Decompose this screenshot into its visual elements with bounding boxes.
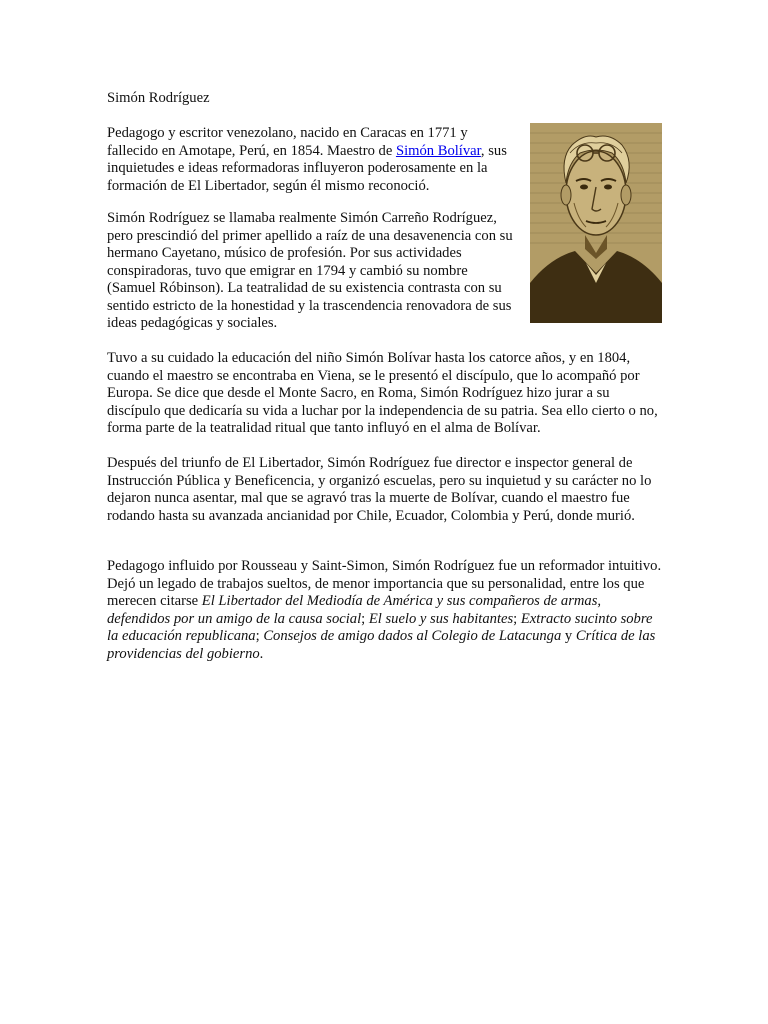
paragraph-legacy <box>107 558 662 663</box>
work-title-consejos: Consejos de amigo dados al Colegio de Latacunga <box>263 628 562 644</box>
work-title-suelo: El suelo y sus habitantes <box>368 610 514 627</box>
separator: ; <box>361 610 369 627</box>
paragraph-education-bolivar: Tuvo a su cuidado la educación del niño Simón Bolívar hasta los catorce años, y en 1804, cuando el maestro se encontraba en Viena, se le presentó el discípulo, que lo acompañó por Europa. Se dice que desde el Monte Sacro, en Roma, Simón Rodríguez hizo jurar a su discípulo que dedicaría su vida a luchar por la independencia de su patria. Sea ello cierto o no, forma parte de la teatralidad ritual que tanto influyó en el alma de Bolívar. <box>107 350 658 436</box>
legacy-intro-text: Pedagogo influido por Rousseau y Saint-Simon, Simón Rodríguez fue un reformador intuitivo. Dejó un legado de trabajos sueltos, de menor importancia que su personalidad, entre los que merecen citarse <box>107 558 662 609</box>
intro-text-before-link: Pedagogo y escritor venezolano, nacido en Caracas en 1771 y fallecido en Amotape, Perú, en 1854. Maestro de <box>107 125 468 159</box>
paragraph-name-origin: Simón Rodríguez se llamaba realmente Simón Carreño Rodríguez, pero prescindió del primer apellido a raíz de una desavenencia con su hermano Cayetano, músico de profesión. Por sus actividades conspiradoras, tuvo que emigrar en 1794 y cambió su nombre (Samuel Róbinson). La teatralidad de su existencia contrasta con su sentido estricto de la honestidad y la trascendencia renovadora de sus ideas pedagógicas y sociales. <box>107 210 513 331</box>
work-title-critica: Crítica de las providencias del gobierno <box>107 628 656 662</box>
separator: y <box>561 628 576 644</box>
simon-bolivar-link[interactable]: Simón Bolívar <box>395 142 481 159</box>
document-title: Simón Rodríguez <box>107 90 210 106</box>
separator: ; <box>513 610 521 627</box>
separator: ; <box>255 628 264 644</box>
intro-text-after-link: , sus inquietudes e ideas reformadoras influyeron poderosamente en la formación de El Libertador, según él mismo reconoció. <box>107 142 507 194</box>
paragraph-intro <box>107 125 519 195</box>
paragraph-end-punctuation: . <box>259 645 264 662</box>
portrait-engraving-icon <box>530 123 662 323</box>
work-title-libertador: El Libertador del Mediodía de América y sus compañeros de armas, defendidos por un amigo de la causa social <box>107 593 602 627</box>
paragraph-after-triumph: Después del triunfo de El Libertador, Simón Rodríguez fue director e inspector general de Instrucción Pública y Beneficencia, y organizó escuelas, pero su inquietud y su carácter no lo dejaron nunca asentar, mal que se agravó tras la muerte de Bolívar, cuando el maestro fue rodando hasta su avanzada ancianidad por Chile, Ecuador, Colombia y Perú, donde murió. <box>107 455 652 524</box>
portrait-image <box>530 123 662 323</box>
work-title-extracto: Extracto sucinto sobre la educación republicana <box>107 610 653 644</box>
